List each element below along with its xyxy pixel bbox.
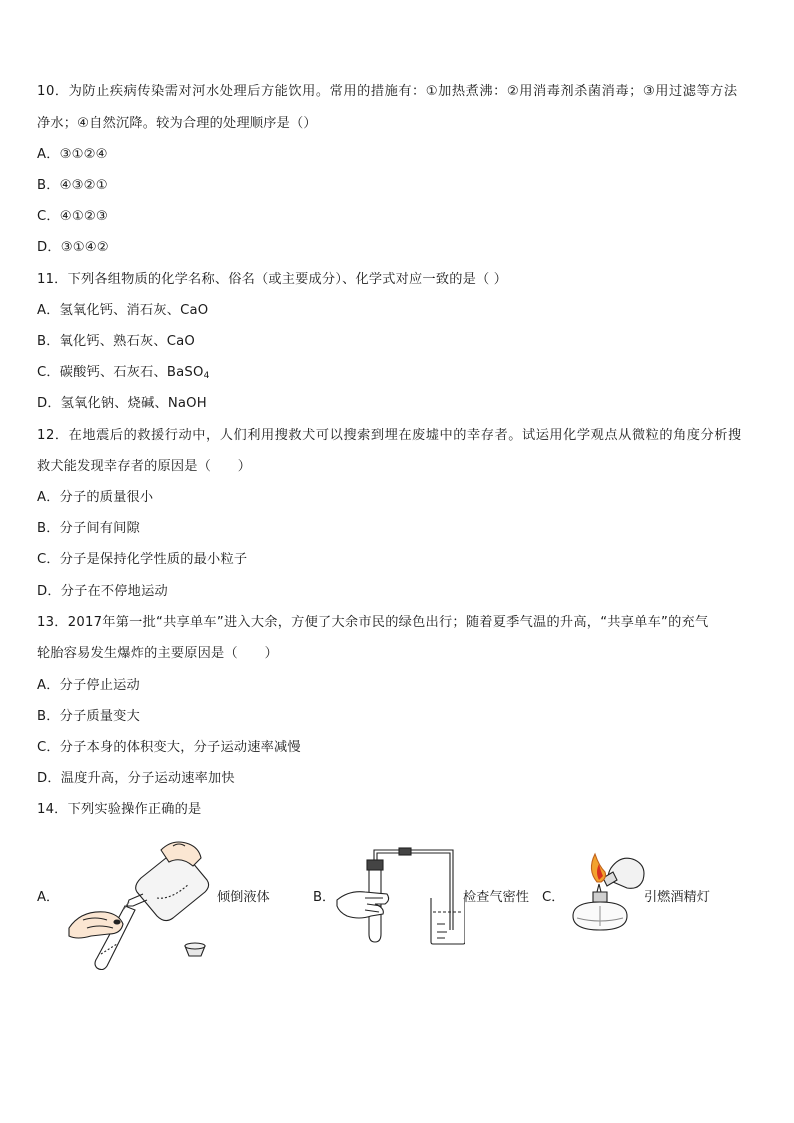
q13-option-a: A．分子停止运动: [37, 678, 140, 693]
q12-option-d: D．分子在不停地运动: [37, 584, 168, 599]
q11-option-a: A．氢氧化钙、消石灰、CaO: [37, 303, 209, 318]
q10-stem-line1: 10．为防止疾病传染需对河水处理后方能饮用。常用的措施有：①加热煮沸：②用消毒剂杀菌消毒；③用过滤等方法: [37, 84, 738, 99]
pouring-liquid-illustration: [61, 840, 211, 970]
q11-option-b: B．氧化钙、熟石灰、CaO: [37, 334, 196, 349]
q11-option-d: D．氢氧化钠、烧碱、NaOH: [37, 396, 207, 411]
q10-stem-line2: 净水；④自然沉降。较为合理的处理顺序是（）: [37, 116, 317, 131]
q14-option-a-letter: A．: [37, 890, 60, 905]
q14-option-b-letter: B．: [313, 890, 336, 905]
q13-stem-line1: 13．2017年第一批“共享单车”进入大余，方便了大余市民的绿色出行；随着夏季气温的升高，“共享单车”的充气: [37, 615, 709, 630]
alcohol-lamp-ignition-illustration: [563, 848, 653, 940]
q12-option-b: B．分子间有间隙: [37, 521, 140, 536]
q14-option-b-caption: 检查气密性: [463, 890, 529, 905]
q13-option-b: B．分子质量变大: [37, 709, 140, 724]
q14-stem-line1: 14．下列实验操作正确的是: [37, 802, 202, 817]
q14-option-c-caption: 引燃酒精灯: [644, 890, 710, 905]
q11-stem-line1: 11．下列各组物质的化学名称、俗名（或主要成分）、化学式对应一致的是（ ）: [37, 272, 508, 287]
q13-option-d: D．温度升高，分子运动速率加快: [37, 771, 235, 786]
q10-option-b: B．④③②①: [37, 178, 108, 193]
q13-stem-line2: 轮胎容易发生爆炸的主要原因是（ ）: [37, 646, 278, 661]
q12-option-c: C．分子是保持化学性质的最小粒子: [37, 552, 248, 567]
q11-option-c-text: C．碳酸钙、石灰石、BaSO: [37, 365, 204, 380]
q10-option-a: A．③①②④: [37, 147, 108, 162]
q14-figure-options: [37, 836, 757, 976]
q12-stem-line2: 救犬能发现幸存者的原因是（ ）: [37, 459, 252, 474]
q10-option-c: C．④①②③: [37, 209, 108, 224]
q12-option-a: A．分子的质量很小: [37, 490, 154, 505]
q13-option-c: C．分子本身的体积变大，分子运动速率减慢: [37, 740, 301, 755]
q11-option-c: [37, 363, 210, 386]
q14-option-a-caption: 倾倒液体: [217, 890, 270, 905]
q10-option-d: D．③①④②: [37, 240, 109, 255]
q14-option-c-letter: C．: [542, 890, 565, 905]
airtightness-check-illustration: [335, 842, 465, 946]
q12-stem-line1: 12．在地震后的救援行动中，人们利用搜救犬可以搜索到埋在废墟中的幸存者。试运用化学观点从微粒的角度分析搜: [37, 428, 742, 443]
q11-option-c-subscript: 4: [203, 371, 210, 381]
